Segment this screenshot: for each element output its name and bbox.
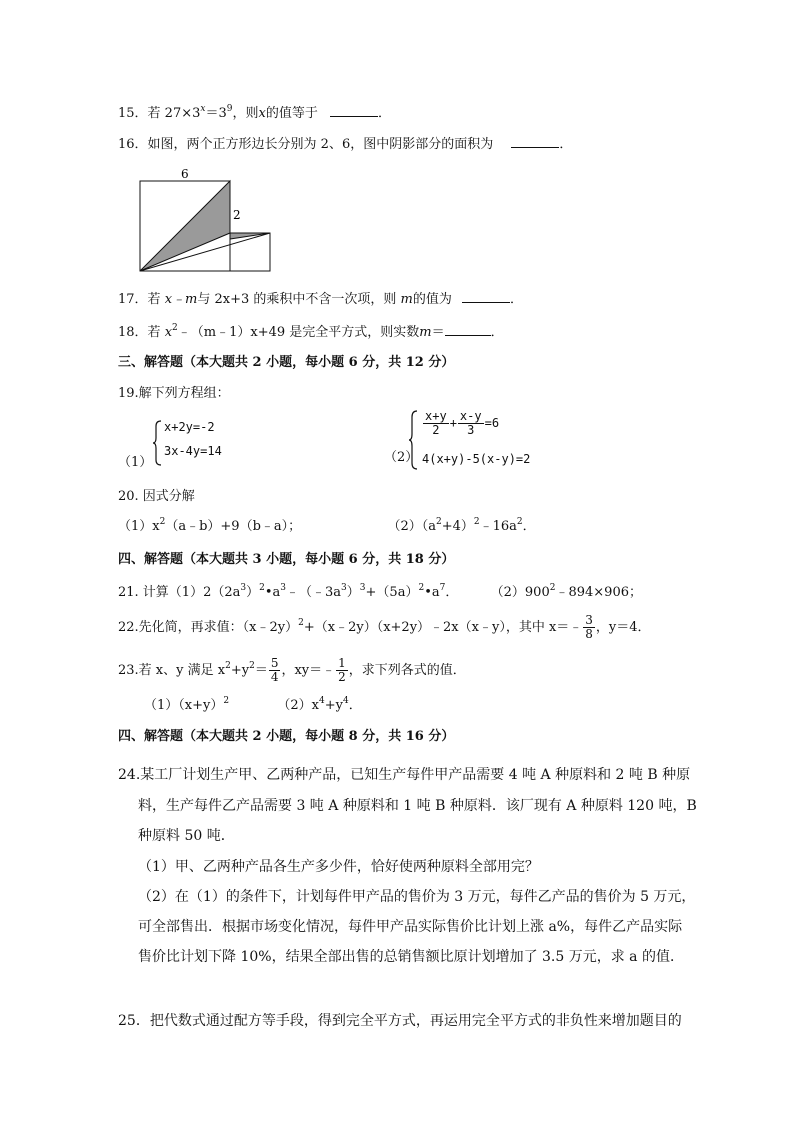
q21-t6: +（5a）: [365, 585, 419, 600]
exp: 2: [516, 517, 523, 527]
q17-text-c: 的值为: [412, 292, 452, 307]
fraction-numerator: 5: [270, 656, 279, 670]
section-4-heading: 四、解答题（本大题共 3 小题，每小题 6 分，共 18 分）: [118, 552, 455, 567]
q23-t3: ＝: [254, 663, 268, 678]
question-20-parts: [118, 518, 536, 536]
part-2-end: ．: [522, 519, 536, 534]
question-24-part-1: （1）甲、乙两种产品各生产多少件，恰好使两种原料全部用完？: [138, 859, 539, 875]
fraction-numerator: x-y: [459, 409, 482, 423]
q22-t2: +（x﹣2y）（x+2y）﹣2x（x﹣y），其中 x＝﹣: [303, 620, 583, 635]
q23-t4: ，xy＝﹣: [281, 663, 336, 678]
q15-var: x: [258, 106, 266, 121]
question-23-parts: [144, 697, 362, 715]
brace-icon: [408, 410, 418, 470]
part-2-rest: ﹣16a: [479, 519, 517, 534]
q18-x: x: [164, 325, 173, 340]
q21-t8: ．: [445, 585, 459, 600]
q21-t7: •a: [424, 585, 440, 600]
q15-text-b: ＝3: [205, 106, 227, 121]
q18-end: ．: [490, 325, 504, 340]
part-2: （2）（a: [387, 519, 436, 534]
part-1: （1）（x+y）: [144, 698, 224, 713]
question-17: [118, 290, 523, 309]
q23-t2: +y: [230, 663, 250, 678]
exp: 2: [225, 661, 231, 671]
section-4b-heading: 四、解答题（本大题共 2 小题，每小题 8 分，共 16 分）: [118, 729, 455, 744]
exp: 4: [342, 696, 349, 706]
fraction-numerator: x+y: [425, 409, 447, 423]
brace-icon: [152, 420, 162, 466]
answer-blank[interactable]: [445, 323, 491, 336]
q22-t3: ，y＝4．: [595, 620, 651, 635]
exp: 7: [439, 583, 446, 593]
part-label: （2）: [384, 450, 419, 465]
part-2: （2）x: [277, 698, 319, 713]
question-23: [118, 657, 466, 684]
exp: 2: [418, 583, 425, 593]
exp: 3: [240, 583, 247, 593]
q21-t4: ﹣（﹣3a: [286, 585, 342, 600]
q21-t5: ）: [346, 585, 360, 600]
question-24-part-2c: 售价比计划下降 10%，结果全部出售的总销售额比原计划增加了 3.5 万元，求 a 的值．: [138, 949, 684, 965]
fraction-denominator: 3: [467, 423, 475, 437]
equation-1: x+2y=-2: [164, 420, 215, 434]
part-1: （1）x: [118, 519, 160, 534]
section-3-heading: 三、解答题（本大题共 2 小题，每小题 6 分，共 12 分）: [118, 355, 455, 370]
q17-text: 17．若: [118, 292, 161, 307]
q15-text: 15．若 27×3: [118, 106, 201, 121]
fraction-denominator: 8: [585, 627, 593, 641]
fraction-denominator: 2: [432, 423, 440, 437]
question-20: 20. 因式分解: [118, 489, 195, 504]
exp: 2: [473, 517, 480, 527]
q17-expr: x﹣m: [164, 292, 198, 307]
equation-2: 4(x+y)-5(x-y)=2: [422, 452, 531, 466]
question-21: [118, 584, 642, 602]
q18-exp: 2: [172, 323, 178, 333]
exp: 3: [359, 583, 366, 593]
fraction-numerator: 3: [585, 613, 593, 627]
exp: 2: [159, 517, 166, 527]
q21-t3: •a: [264, 585, 281, 600]
exp: 2: [223, 696, 230, 706]
question-24-line-3: 种原料 50 吨．: [138, 828, 235, 844]
q21-t10: ﹣894×906；: [555, 585, 642, 600]
exp: 2: [259, 583, 265, 593]
squares-figure: [136, 165, 276, 275]
answer-blank[interactable]: [511, 135, 559, 148]
equals-six: =6: [484, 416, 500, 430]
question-24-part-2a: （2）在（1）的条件下，计划每件甲产品的售价为 3 万元，每件乙产品的售价为 5 万元，: [138, 889, 696, 905]
shaded-sliver: [230, 233, 270, 239]
q18-var: m: [419, 325, 432, 340]
exp: 2: [549, 583, 556, 593]
question-24-line-2: 料，生产每件乙产品需要 3 吨 A 种原料和 1 吨 B 种原料．该厂现有 A 种原料 120 吨，B: [138, 798, 697, 814]
equation-2: 3x-4y=14: [164, 444, 222, 458]
question-22: [118, 614, 651, 641]
exp: 2: [249, 661, 255, 671]
q18-text: 18．若: [118, 325, 161, 340]
q21-t2: ）: [246, 585, 260, 600]
q15-end: ．: [378, 106, 392, 121]
fraction-denominator: 4: [270, 670, 279, 684]
exp: 2: [435, 517, 442, 527]
q18-text-b: ﹣（m﹣1）x+49 是完全平方式，则实数: [177, 325, 420, 340]
question-18: [118, 323, 504, 342]
q22-t1: 22.先化简，再求值：（x﹣2y）: [118, 620, 299, 635]
q15-exp: x: [200, 104, 206, 114]
fraction-denominator: 2: [338, 670, 346, 684]
q15-text-c: ，则: [232, 106, 259, 121]
q17-end: ．: [510, 292, 524, 307]
q15-exp9: 9: [226, 104, 233, 114]
q21-t1: 21. 计算（1）2（2a: [118, 585, 241, 600]
plus-sign: +: [449, 416, 457, 430]
q17-var: m: [400, 292, 413, 307]
label-2: 2: [233, 208, 241, 222]
system-2: [384, 408, 604, 474]
question-19: 19.解下列方程组：: [118, 386, 230, 401]
exp: 2: [298, 618, 304, 628]
part-1-rest: （a﹣b）+9（b﹣a）；: [165, 519, 302, 534]
q18-text-c: ＝: [431, 325, 445, 340]
system-1: [118, 418, 278, 468]
question-24-line-1: 24.某工厂计划生产甲、乙两种产品，已知生产每件甲产品需要 4 吨 A 种原料和 2 吨 B 种原: [118, 767, 691, 783]
exp: 3: [280, 583, 287, 593]
part-label: （1）: [118, 455, 153, 470]
question-15: [118, 104, 391, 123]
fraction-numerator: 1: [338, 656, 346, 670]
question-25-line-1: 25．把代数式通过配方等手段，得到完全平方式，再运用完全平方式的非负性来增加题目的: [118, 1013, 682, 1029]
equation-1: [422, 410, 499, 437]
question-24-part-2b: 可全部售出．根据市场变化情况，每件甲产品实际售价比计划上涨 a%，每件乙产品实际: [138, 919, 683, 935]
q23-t1: 23.若 x、y 满足 x: [118, 663, 226, 678]
part-2-mid: +y: [324, 698, 343, 713]
part-2-mid: +4）: [441, 519, 474, 534]
q23-t5: ，求下列各式的值．: [348, 663, 466, 678]
label-6: 6: [181, 167, 189, 181]
q15-text-d: 的值等于: [265, 106, 318, 121]
q21-t9: （2）900: [490, 585, 550, 600]
part-2-end: ．: [348, 698, 362, 713]
q17-text-b: 与 2x+3 的乘积中不含一次项，则: [197, 292, 397, 307]
q16-end: ．: [559, 137, 573, 152]
exp: 3: [341, 583, 347, 593]
answer-blank[interactable]: [330, 104, 378, 117]
answer-blank[interactable]: [462, 290, 510, 303]
question-16: [118, 135, 572, 154]
exp: 4: [318, 696, 325, 706]
q16-text: 16．如图，两个正方形边长分别为 2、6，图中阴影部分的面积为: [118, 137, 494, 152]
